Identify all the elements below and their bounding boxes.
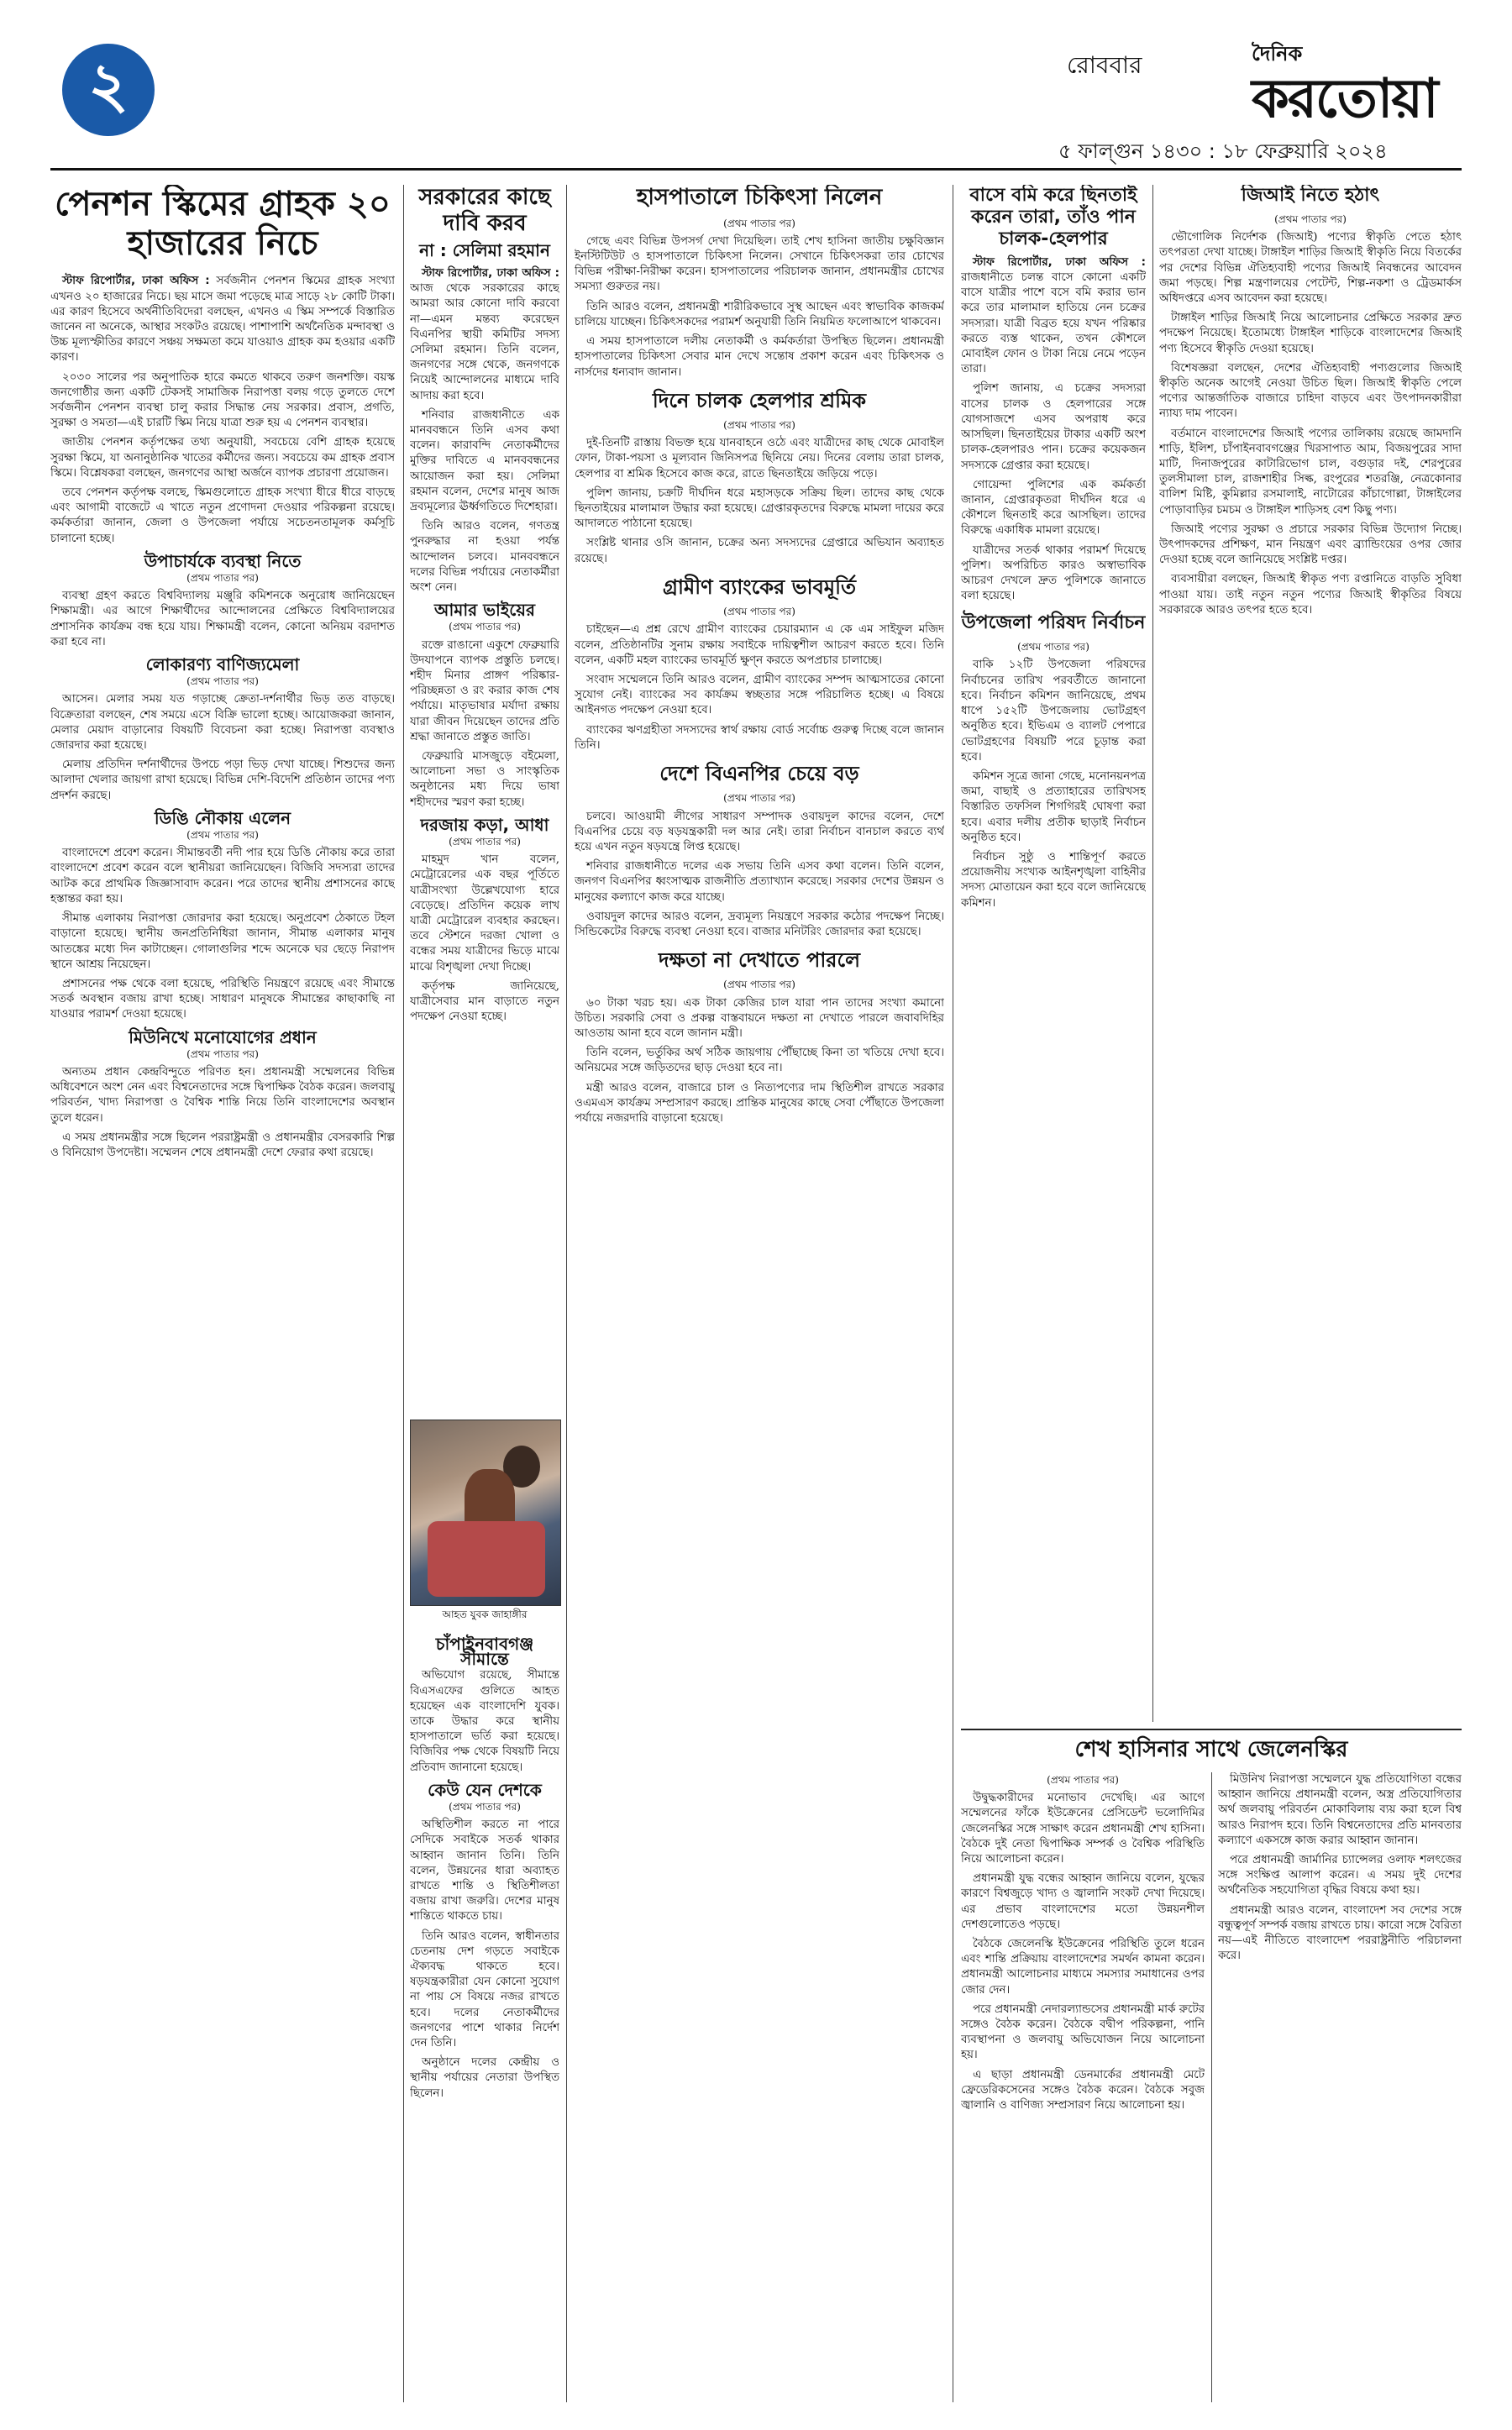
column-divider — [1152, 185, 1153, 1722]
article-para: স্টাফ রিপোর্টার, ঢাকা অফিস : আজ থেকে সরকারের কাছে আমরা আর কোনো দাবি করবো না—এমন মন্তব্য করেছেন বিএনপির স্থায়ী কমিটির সদস্য সেলিমা রহমান। তিনি বলেন, জনগণের সঙ্গে থেকে, জনগণকে নিয়েই আন্দোলনের মাধ্যমে দাবি আদায় করা হবে। — [410, 266, 559, 402]
article-para: চাইছেন—এ প্রশ্ন রেখে গ্রামীণ ব্যাংকের চেয়ারম্যান এ কে এম সাইফুল মজিদ বলেন, প্রতিষ্ঠানটির সুনাম রক্ষায় সবাইকে দায়িত্বশীল আচরণ করতে হবে। তিনি বলেন, একটি মহল ব্যাংকের ভাবমূর্তি ক্ষুণ্ন করতে অপপ্রচার চালাচ্ছে। — [575, 623, 944, 667]
column-divider — [566, 185, 567, 2402]
article-para: প্রধানমন্ত্রী যুদ্ধ বন্ধের আহ্বান জানিয়ে বলেন, যুদ্ধের কারণে বিশ্বজুড়ে খাদ্য ও জ্বালানি সংকট দেখা দিয়েছে। এর প্রভাব বাংলাদেশের মতো উন্নয়নশীল দেশগুলোতেও পড়ছে। — [961, 1872, 1205, 1931]
column-divider — [403, 185, 404, 2402]
column-2 — [410, 185, 559, 1411]
article-para: ব্যবসায়ীরা বলছেন, জিআই স্বীকৃত পণ্য রপ্তানিতে বাড়তি সুবিধা পাওয়া যায়। তাই নতুন নতুন পণ্যের জিআই স্বীকৃতির বিষয়ে সরকারকে আরও তৎপর হতে হবে। — [1159, 573, 1462, 617]
column-4 — [961, 185, 1146, 1722]
headline-gramin: গ্রামীণ ব্যাংকের ভাবমূর্তি — [663, 575, 856, 599]
article-para: বিশেষজ্ঞরা বলছেন, দেশের ঐতিহ্যবাহী পণ্যগুলোর জিআই স্বীকৃতি অনেক আগেই নেওয়া উচিত ছিল। জিআই স্বীকৃতি পেলে পণ্যের আন্তর্জাতিক বাজারে চাহিদা বাড়বে এবং উৎপাদনকারীরা ন্যায্য দাম পাবেন। — [1159, 361, 1462, 421]
article-para: ওবায়দুল কাদের আরও বলেন, দ্রব্যমূল্য নিয়ন্ত্রণে সরকার কঠোর পদক্ষেপ নিচ্ছে। সিন্ডিকেটের বিরুদ্ধে ব্যবস্থা নেওয়া হবে। বাজার মনিটরিং জোরদার করা হয়েছে। — [575, 910, 944, 938]
column-5 — [1159, 185, 1462, 1722]
continued-note: (প্রথম পাতার পর) — [723, 217, 795, 229]
photo-figure-shirt — [428, 1521, 545, 1597]
article-para: প্রধানমন্ত্রী আরও বলেন, বাংলাদেশ সব দেশের সঙ্গে বন্ধুত্বপূর্ণ সম্পর্ক বজায় রাখতে চায়। কারো সঙ্গে বৈরিতা নয়—এই নীতিতে বাংলাদেশ পররাষ্ট্রনীতি পরিচালনা করে। — [1218, 1903, 1462, 1963]
article-para: যাত্রীদের সতর্ক থাকার পরামর্শ দিয়েছে পুলিশ। অপরিচিত কারও অস্বাভাবিক আচরণ দেখলে দ্রুত পুলিশকে জানাতে বলা হয়েছে। — [961, 543, 1146, 603]
article-para: এ ছাড়া প্রধানমন্ত্রী ডেনমার্কের প্রধানমন্ত্রী মেটে ফ্রেডেরিকসেনের সঙ্গেও বৈঠক করেন। বৈঠকে সবুজ জ্বালানি ও বাণিজ্য সম্প্রসারণ নিয়ে আলোচনা হয়। — [961, 2068, 1205, 2112]
article-para: মেলায় প্রতিদিন দর্শনার্থীদের উপচে পড়া ভিড় দেখা যাচ্ছে। শিশুদের জন্য আলাদা খেলার জায়গা রাখা হয়েছে। বিভিন্ন দেশি-বিদেশি প্রতিষ্ঠান তাদের পণ্য প্রদর্শন করছে। — [50, 758, 395, 802]
article-para: শনিবার রাজধানীতে এক মানববন্ধনে তিনি এসব কথা বলেন। কারাবন্দি নেতাকর্মীদের মুক্তির দাবিতে এ মানববন্ধনের আয়োজন করা হয়। সেলিমা রহমান বলেন, দেশের মানুষ আজ দ্রব্যমূল্যের ঊর্ধ্বগতিতে দিশেহারা। — [410, 408, 559, 513]
article-para: মন্ত্রী আরও বলেন, বাজারে চাল ও নিত্যপণ্যের দাম স্থিতিশীল রাখতে সরকার ওএমএস কার্যক্রম সম্প্রসারণ করছে। প্রান্তিক মানুষের কাছে সেবা পৌঁছাতে উপজেলা পর্যায়ে নজরদারি বাড়ানো হয়েছে। — [575, 1081, 944, 1126]
article-para: অভিযোগ রয়েছে, সীমান্তে বিএসএফের গুলিতে আহত হয়েছেন এক বাংলাদেশি যুবক। তাকে উদ্ধার করে স্থানীয় হাসপাতালে ভর্তি করা হয়েছে। বিজিবির পক্ষ থেকে বিষয়টি নিয়ে প্রতিবাদ জানানো হয়েছে। — [410, 1669, 559, 1774]
byline: স্টাফ রিপোর্টার, ঢাকা অফিস : — [422, 266, 559, 280]
masthead — [0, 0, 1512, 176]
article-para: ফেব্রুয়ারি মাসজুড়ে বইমেলা, আলোচনা সভা ও সাংস্কৃতিক অনুষ্ঠানের মধ্য দিয়ে ভাষা শহীদদের স্মরণ করা হচ্ছে। — [410, 750, 559, 809]
article-para: স্টাফ রিপোর্টার, ঢাকা অফিস : সর্বজনীন পেনশন স্কিমের গ্রাহক সংখ্যা এখনও ২০ হাজারের নিচে। ছয় মাসে জমা পড়েছে মাত্র সাড়ে ২৮ কোটি টাকা। এর কারণ হিসেবে অর্থনীতিবিদেরা বলছেন, এখনও এ স্কিম সম্পর্কে বিস্তারিত জানেন না অনেকে, আস্থার সংকটও রয়েছে। পাশাপাশি অর্থনৈতিক মন্দাবস্থা ও উচ্চ মূল্যস্ফীতির কারণে সঞ্চয় সক্ষমতা কমে যাওয়াও গ্রাহক কম হওয়ার একটি কারণ। — [50, 275, 395, 365]
article-para: বর্তমানে বাংলাদেশের জিআই পণ্যের তালিকায় রয়েছে জামদানি শাড়ি, ইলিশ, চাঁপাইনবাবগঞ্জের খিরসাপাত আম, বিজয়পুরের সাদা মাটি, দিনাজপুরের কাটারিভোগ চাল, বগুড়ার দই, শেরপুরের তুলসীমালা চাল, রাজশাহীর সিল্ক, রংপুরের শতরঞ্জি, নেত্রকোনার বালিশ মিষ্টি, কুমিল্লার রসমালাই, নাটোরের কাঁচাগোল্লা, টাঙ্গাইলের পোড়াবাড়ির চমচম ও টাঙ্গাইল শাড়িসহ বেশ কিছু পণ্য। — [1159, 427, 1462, 517]
article-para: বাংলাদেশে প্রবেশ করেন। সীমান্তবর্তী নদী পার হয়ে ডিঙি নৌকায় করে তারা বাংলাদেশে প্রবেশ করেন বলে স্থানীয়রা জানিয়েছেন। বিজিবি সদস্যরা তাদের আটক করে প্রাথমিক জিজ্ঞাসাবাদ করেন। পরে তাদের স্থানীয় প্রশাসনের কাছে হস্তান্তর করা হয়। — [50, 847, 395, 905]
headline-box — [961, 1737, 1462, 1771]
column-3 — [575, 185, 944, 2402]
headline-deshe-bnp: দেশে বিএনপির চেয়ে বড় — [659, 761, 859, 785]
column-1 — [50, 185, 395, 2402]
dateline: ৫ ফাল্গুন ১৪৩০ : ১৮ ফেব্রুয়ারি ২০২৪ — [1058, 139, 1388, 163]
subhead-sarkar: না : সেলিমা রহমান — [419, 240, 550, 261]
headline-jiai: জিআই নিতে হঠাৎ — [1241, 185, 1380, 206]
article-para: জাতীয় পেনশন কর্তৃপক্ষের তথ্য অনুযায়ী, সবচেয়ে বেশি গ্রাহক হয়েছে সুরক্ষা স্কিমে, যা অনানুষ্ঠানিক খাতের কর্মীদের জন্য। সবচেয়ে কম গ্রাহক প্রবাস স্কিমে। বিশ্লেষকরা বলছেন, জনগণের আস্থা অর্জনে ব্যাপক প্রচারণা প্রয়োজন। — [50, 436, 395, 480]
article-para: ভৌগোলিক নির্দেশক (জিআই) পণ্যের স্বীকৃতি পেতে হঠাৎ তৎপরতা দেখা যাচ্ছে। টাঙ্গাইল শাড়ির জিআই স্বীকৃতি নিয়ে বিতর্কের পর দেশের বিভিন্ন ঐতিহ্যবাহী পণ্যের জিআই নিবন্ধনের আবেদন জমা পড়ছে। শিল্প মন্ত্রণালয়ের পেটেন্ট, শিল্প-নকশা ও ট্রেডমার্কস অধিদপ্তরে এসব আবেদন করা হয়েছে। — [1159, 231, 1462, 305]
continued-note: (প্রথম পাতার পর) — [723, 979, 795, 991]
article-para: অস্থিতিশীল করতে না পারে সেদিকে সবাইকে সতর্ক থাকার আহ্বান জানান তিনি। তিনি বলেন, উন্নয়নের ধারা অব্যাহত রাখতে শান্তি ও স্থিতিশীলতা বজায় রাখা জরুরি। দেশের মানুষ শান্তিতে থাকতে চায়। — [410, 1819, 559, 1924]
article-para: বৈঠকে জেলেনস্কি ইউক্রেনের পরিস্থিতি তুলে ধরেন এবং শান্তি প্রক্রিয়ায় বাংলাদেশের সমর্থন কামনা করেন। প্রধানমন্ত্রী আলোচনার মাধ্যমে সমস্যার সমাধানের ওপর জোর দেন। — [961, 1938, 1205, 1997]
headline-dinghi: ডিঙি নৌকায় এলেন — [154, 807, 291, 828]
continued-note: (প্রথম পাতার পর) — [723, 792, 795, 805]
headline-dine-chalok: দিনে চালক হেলপার শ্রমিক — [652, 388, 867, 412]
continued-note: (প্রথম পাতার পর) — [186, 1047, 259, 1060]
page-number-badge: ২ — [62, 44, 155, 136]
logo-big-text: করতোয়া — [1252, 68, 1437, 130]
headline-base-bomi: বাসে বমি করে ছিনতাই করেন তারা, তাঁও পান চালক-হেলপার — [969, 185, 1137, 249]
headline-upacharya: উপাচার্যকে ব্যবস্থা নিতে — [144, 550, 302, 571]
article-para: সীমান্ত এলাকায় নিরাপত্তা জোরদার করা হয়েছে। অনুপ্রবেশ ঠেকাতে টহল বাড়ানো হয়েছে। স্থানীয় জনপ্রতিনিধিরা জানান, সীমান্ত এলাকার মানুষ আতঙ্কের মধ্যে দিন কাটাচ্ছেন। গোলাগুলির শব্দে অনেকে ঘর ছেড়ে নিরাপদ স্থানে আশ্রয় নিয়েছেন। — [50, 912, 395, 971]
article-para: অনুষ্ঠানে দলের কেন্দ্রীয় ও স্থানীয় পর্যায়ের নেতারা উপস্থিত ছিলেন। — [410, 2056, 559, 2100]
article-para: এ সময় প্রধানমন্ত্রীর সঙ্গে ছিলেন পররাষ্ট্রমন্ত্রী ও প্রধানমন্ত্রীর বেসরকারি শিল্প ও বিনিয়োগ উপদেষ্টা। সম্মেলন শেষে প্রধানমন্ত্রী দেশে ফেরার কথা রয়েছে। — [50, 1131, 395, 1159]
byline: স্টাফ রিপোর্টার, ঢাকা অফিস : — [973, 255, 1146, 269]
continued-note: (প্রথম পাতার পর) — [1017, 641, 1089, 653]
article-para: মিউনিখ নিরাপত্তা সম্মেলনে যুদ্ধ প্রতিযোগিতা বন্ধের আহ্বান জানিয়ে প্রধানমন্ত্রী বলেন, অস্ত্র প্রতিযোগিতার অর্থ জলবায়ু পরিবর্তন মোকাবিলায় ব্যয় করা হলে বিশ্ব আরও নিরাপদ হবে। তিনি বিশ্বনেতাদের প্রতি মানবতার কল্যাণে একসঙ্গে কাজ করার আহ্বান জানান। — [1218, 1773, 1462, 1847]
article-para: অন্যতম প্রধান কেন্দ্রবিন্দুতে পরিণত হন। প্রধানমন্ত্রী সম্মেলনের বিভিন্ন অধিবেশনে অংশ নেন এবং বিশ্বনেতাদের সঙ্গে দ্বিপাক্ষিক বৈঠক করেন। জলবায়ু পরিবর্তন, খাদ্য নিরাপত্তা ও বৈশ্বিক শান্তি নিয়ে তিনি বাংলাদেশের অবস্থান তুলে ধরেন। — [50, 1065, 395, 1125]
article-para: উদ্বুদ্ধকারীদের মনোভাব দেখেছি। এর আগে সম্মেলনের ফাঁকে ইউক্রেনের প্রেসিডেন্ট ভলোদিমির জেলেনস্কির সঙ্গে সাক্ষাৎ করেন প্রধানমন্ত্রী শেখ হাসিনা। বৈঠকে দুই নেতা দ্বিপাক্ষিক সম্পর্ক ও বৈশ্বিক পরিস্থিতি নিয়ে আলোচনা করেন। — [961, 1792, 1205, 1866]
article-para: ব্যাংকের ঋণগ্রহীতা সদস্যদের স্বার্থ রক্ষায় বোর্ড সর্বোচ্চ গুরুত্ব দিচ্ছে বলে জানান তিনি। — [575, 723, 944, 752]
article-para: শনিবার রাজধানীতে দলের এক সভায় তিনি এসব কথা বলেন। তিনি বলেন, জনগণ বিএনপির ধ্বংসাত্মক রাজনীতি প্রত্যাখ্যান করেছে। সরকার দেশের উন্নয়ন ও মানুষের কল্যাণে কাজ করে যাচ্ছে। — [575, 860, 944, 904]
article-para: ব্যবস্থা গ্রহণ করতে বিশ্ববিদ্যালয় মঞ্জুরি কমিশনকে অনুরোধ জানিয়েছেন শিক্ষামন্ত্রী। এর আগে শিক্ষার্থীদের আন্দোলনের প্রেক্ষিতে বিশ্ববিদ্যালয়ের প্রশাসনিক কার্যক্রম বন্ধ হয়ে যায়। শিক্ষামন্ত্রী বলেন, কোনো অনিয়ম বরদাশত করা হবে না। — [50, 590, 395, 648]
article-para: তিনি আরও বলেন, স্বাধীনতার চেতনায় দেশ গড়তে সবাইকে ঐক্যবদ্ধ থাকতে হবে। ষড়যন্ত্রকারীরা যেন কোনো সুযোগ না পায় সে বিষয়ে নজর রাখতে হবে। দলের নেতাকর্মীদের জনগণের পাশে থাকার নির্দেশ দেন তিনি। — [410, 1929, 559, 2050]
article-para: কর্তৃপক্ষ জানিয়েছে, যাত্রীসেবার মান বাড়াতে নতুন পদক্ষেপ নেওয়া হচ্ছে। — [410, 979, 559, 1024]
byline: স্টাফ রিপোর্টার, ঢাকা অফিস : — [62, 275, 210, 288]
continued-note: (প্রথম পাতার পর) — [186, 675, 259, 688]
headline-amar-bhaier: আমার ভাইয়ের — [433, 600, 536, 621]
news-photo — [410, 1420, 561, 1606]
weekday: রোববার — [1067, 51, 1142, 79]
headline-lokoranno: লোকারণ্য বাণিজ্যমেলা — [145, 654, 300, 675]
article-para: তিনি বলেন, ভর্তুকির অর্থ সঠিক জায়গায় পৌঁছাচ্ছে কিনা তা খতিয়ে দেখা হবে। অনিয়মের সঙ্গে জড়িতদের ছাড় দেওয়া হবে না। — [575, 1047, 944, 1075]
continued-note: (প্রথম পাতার পর) — [186, 572, 259, 585]
article-para: প্রশাসনের পক্ষ থেকে বলা হয়েছে, পরিস্থিতি নিয়ন্ত্রণে রয়েছে এবং সীমান্তে সতর্ক অবস্থান বজায় রাখা হচ্ছে। সাধারণ মানুষকে সীমান্তের কাছাকাছি না যাওয়ার পরামর্শ দেওয়া হয়েছে। — [50, 977, 395, 1021]
article-para: পুলিশ জানায়, এ চক্রের সদস্যরা বাসের চালক ও হেলপারের সঙ্গে যোগসাজশে এসব অপরাধ করে আসছিল। ছিনতাইয়ের টাকার একটি অংশ চালক-হেলপারও পান। চক্রের কয়েকজন সদস্যকে গ্রেপ্তার করা হয়েছে। — [961, 382, 1146, 472]
article-para: সংশ্লিষ্ট থানার ওসি জানান, চক্রের অন্য সদস্যদের গ্রেপ্তারে অভিযান অব্যাহত রয়েছে। — [575, 537, 944, 565]
article-para: ৬০ টাকা খরচ হয়। এক টাকা কেজির চাল যারা পান তাদের সংখ্যা কমানো উচিত। সরকারি সেবা ও প্রকল্প বাস্তবায়নে দক্ষতা না দেখাতে পারলে জবাবদিহির আওতায় আনা হবে বলে জানান মন্ত্রী। — [575, 996, 944, 1041]
headline-upazila: উপজেলা পরিষদ নির্বাচন — [961, 612, 1146, 634]
article-para: তবে পেনশন কর্তৃপক্ষ বলছে, স্কিমগুলোতে গ্রাহক সংখ্যা ধীরে ধীরে বাড়ছে এবং আগামী বাজেটে এ খাতে নতুন প্রণোদনা দেওয়ার পরিকল্পনা রয়েছে। কর্মকর্তারা জানান, জেলা ও উপজেলা পর্যায়ে সচেতনতামূলক কর্মসূচি চালানো হচ্ছে। — [50, 486, 395, 545]
continued-note: (প্রথম পাতার পর) — [449, 836, 521, 848]
continued-note: (প্রথম পাতার পর) — [723, 419, 795, 432]
column-6a — [961, 1772, 1205, 2402]
article-para: গেছে এবং বিভিন্ন উপসর্গ দেখা দিয়েছিল। তাই শেখ হাসিনা জাতীয় চক্ষুবিজ্ঞান ইনস্টিটিউট ও হাসপাতালে চিকিৎসা নিলেন। সেখানে চিকিৎসকরা তার চোখের বিভিন্ন পরীক্ষা-নিরীক্ষা করেন। হাসপাতালের পরিচালক জানান, প্রধানমন্ত্রীর চোখের সমস্যা গুরুতর নয়। — [575, 234, 944, 294]
article-para: স্টাফ রিপোর্টার, ঢাকা অফিস : রাজধানীতে চলন্ত বাসে কোনো একটি বাসে যাত্রীর পাশে বসে বমি করার ভান করে তার মালামাল হাতিয়ে নেন চক্রের সদস্যরা। যাত্রী বিব্রত হয়ে যখন পরিষ্কার করতে ব্যস্ত থাকেন, তখন কৌশলে মোবাইল ফোন ও টাকা নিয়ে নেমে পড়েন তারা। — [961, 255, 1146, 376]
headline-chapai: চাঁপাইনবাবগঞ্জ সীমান্তে — [435, 1634, 534, 1670]
article-para: পরে প্রধানমন্ত্রী নেদারল্যান্ডসের প্রধানমন্ত্রী মার্ক রুটের সঙ্গেও বৈঠক করেন। বৈঠকে বদ্বীপ পরিকল্পনা, পানি ব্যবস্থাপনা ও জলবায়ু অভিযোজন নিয়ে আলোচনা হয়। — [961, 2002, 1205, 2062]
article-para: দুই-তিনটি রাস্তায় বিভক্ত হয়ে যানবাহনে ওঠে এবং যাত্রীদের কাছ থেকে মোবাইল ফোন, টাকা-পয়সা ও মূল্যবান জিনিসপত্র ছিনিয়ে নেয়। দিনের বেলায় তারা চালক, হেলপার বা শ্রমিক হিসেবে কাজ করে, রাতে ছিনতাইয়ে জড়িয়ে পড়ে। — [575, 437, 944, 480]
article-para: পরে প্রধানমন্ত্রী জার্মানির চ্যান্সেলর ওলাফ শলৎজের সঙ্গে সংক্ষিপ্ত আলাপ করেন। এ সময় দুই দেশের অর্থনৈতিক সহযোগিতা বৃদ্ধির বিষয়ে কথা হয়। — [1218, 1854, 1462, 1897]
continued-note: (প্রথম পাতার পর) — [1047, 1774, 1119, 1786]
headline-dorjay: দরজায় কড়া, আধা — [420, 814, 549, 835]
continued-note: (প্রথম পাতার পর) — [723, 606, 795, 618]
column-divider — [1211, 1772, 1212, 2402]
top-rule — [50, 168, 1462, 171]
article-para: এ সময় হাসপাতালে দলীয় নেতাকর্মী ও কর্মকর্তারা উপস্থিত ছিলেন। প্রধানমন্ত্রী হাসপাতালের চিকিৎসা সেবার মান দেখে সন্তোষ প্রকাশ করেন এবং চিকিৎসক ও নার্সদের ধন্যবাদ জানান। — [575, 335, 944, 379]
article-para: নির্বাচন সুষ্ঠু ও শান্তিপূর্ণ করতে প্রয়োজনীয় সংখ্যক আইনশৃঙ্খলা বাহিনীর সদস্য মোতায়েন করা হবে বলে জানিয়েছে কমিশন। — [961, 850, 1146, 910]
article-para: বাকি ১২টি উপজেলা পরিষদের নির্বাচনের তারিখ পরবর্তীতে জানানো হবে। নির্বাচন কমিশন জানিয়েছে, প্রথম ধাপে ১৫২টি উপজেলায় ভোটগ্রহণ অনুষ্ঠিত হবে। ইভিএম ও ব্যালট পেপারে ভোটগ্রহণের বিষয়টি পরে চূড়ান্ত করা হবে। — [961, 659, 1146, 764]
article-para: ২০৩০ সালের পর অনুপাতিক হারে কমতে থাকবে তরুণ জনশক্তি। বয়স্ক জনগোষ্ঠীর জন্য একটি টেকসই সামাজিক নিরাপত্তা বলয় গড়ে তুলতে দেশে সর্বজনীন পেনশন ব্যবস্থা চালু করার সিদ্ধান্ত নেয় সরকার। প্রবাস, প্রগতি, সুরক্ষা ও সমতা—এই চারটি স্কিম নিয়ে যাত্রা শুরু হয় এ পেনশন ব্যবস্থার। — [50, 370, 395, 430]
column-2-lower — [410, 1630, 559, 2402]
article-para: তিনি আরও বলেন, গণতন্ত্র পুনরুদ্ধার না হওয়া পর্যন্ত আন্দোলন চলবে। মানববন্ধনে দলের বিভিন্ন পর্যায়ের নেতাকর্মীরা অংশ নেন। — [410, 520, 559, 594]
column-6b — [1218, 1772, 1462, 2402]
article-para: তিনি আরও বলেন, প্রধানমন্ত্রী শারীরিকভাবে সুস্থ আছেন এবং স্বাভাবিক কাজকর্ম চালিয়ে যাচ্ছেন। চিকিৎসকদের পরামর্শ অনুযায়ী তিনি নিয়মিত ফলোআপে থাকবেন। — [575, 300, 944, 328]
article-para: আসেন। মেলার সময় যত গড়াচ্ছে ক্রেতা-দর্শনার্থীর ভিড় তত বাড়ছে। বিক্রেতারা বলছেন, শেষ সময়ে এসে বিক্রি ভালো হচ্ছে। আয়োজকরা জানান, মেলার মেয়াদ বাড়ানোর বিষয়টি বিবেচনা করা হচ্ছে। নিরাপত্তা ব্যবস্থাও জোরদার করা হয়েছে। — [50, 693, 395, 753]
continued-note: (প্রথম পাতার পর) — [186, 829, 259, 842]
headline-pension: পেনশন স্কিমের গ্রাহক ২০ হাজারের নিচে — [55, 185, 391, 264]
article-para: মাহমুদ খান বলেন, মেট্রোরেলের এক বছর পূর্তিতে যাত্রীসংখ্যা উল্লেখযোগ্য হারে বেড়েছে। প্রতিদিন কয়েক লাখ যাত্রী মেট্রোরেল ব্যবহার করছেন। তবে স্টেশনে দরজা খোলা ও বন্ধের সময় যাত্রীদের ভিড়ে মাঝে মাঝে বিশৃঙ্খলা দেখা দিচ্ছে। — [410, 853, 559, 974]
article-para: গোয়েন্দা পুলিশের এক কর্মকর্তা জানান, গ্রেপ্তারকৃতরা দীর্ঘদিন ধরে এ কৌশলে ছিনতাই করে আসছিল। তাদের বিরুদ্ধে একাধিক মামলা রয়েছে। — [961, 478, 1146, 538]
headline-sarkar: সরকারের কাছে দাবি করব — [418, 185, 551, 236]
headline-keu-jeno: কেউ যেন দেশকে — [428, 1779, 542, 1800]
headline-minikhe: মিউনিখে মনোযোগের প্রধান — [129, 1026, 317, 1047]
article-para: পুলিশ জানায়, চক্রটি দীর্ঘদিন ধরে মহাসড়কে সক্রিয় ছিল। তাদের কাছ থেকে ছিনতাইয়ের মালামাল উদ্ধার করা হয়েছে। গ্রেপ্তারকৃতদের বিরুদ্ধে মামলা দায়ের করে আদালতে পাঠানো হয়েছে। — [575, 486, 944, 531]
article-para: কমিশন সূত্রে জানা গেছে, মনোনয়নপত্র জমা, বাছাই ও প্রত্যাহারের তারিখসহ বিস্তারিত তফসিল শিগগিরই ঘোষণা করা হবে। এবার দলীয় প্রতীক ছাড়াই নির্বাচন অনুষ্ঠিত হবে। — [961, 769, 1146, 844]
logo-small-text: দৈনিক — [1252, 42, 1303, 66]
photo-caption: আহত যুবক জাহাঙ্গীর — [442, 1609, 528, 1620]
article-para: রক্তে রাঙানো একুশে ফেব্রুয়ারি উদযাপনে ব্যাপক প্রস্তুতি চলছে। শহীদ মিনার প্রাঙ্গণ পরিষ্কার-পরিচ্ছন্নতা ও রং করার কাজ শেষ পর্যায়ে। মাতৃভাষার মর্যাদা রক্ষায় যারা জীবন দিয়েছেন তাদের প্রতি শ্রদ্ধা জানাতে প্রস্তুত জাতি। — [410, 638, 559, 743]
article-para: চলবে। আওয়ামী লীগের সাধারণ সম্পাদক ওবায়দুল কাদের বলেন, দেশে বিএনপির চেয়ে বড় ষড়যন্ত্রকারী দল আর নেই। তারা নির্বাচন বানচাল করতে ব্যর্থ হয়ে এখন নতুন ষড়যন্ত্রে লিপ্ত হয়েছে। — [575, 810, 944, 853]
article-para: সংবাদ সম্মেলনে তিনি আরও বলেন, গ্রামীণ ব্যাংকের সম্পদ আত্মসাতের কোনো সুযোগ নেই। ব্যাংকের সব কার্যক্রম স্বচ্ছতার সঙ্গে পরিচালিত হচ্ছে। এ বিষয়ে আইনগত পদক্ষেপ নেওয়া হবে। — [575, 673, 944, 717]
headline-haspatal: হাসপাতালে চিকিৎসা নিলেন — [636, 185, 883, 210]
continued-note: (প্রথম পাতার পর) — [449, 1801, 521, 1813]
continued-note: (প্রথম পাতার পর) — [1274, 213, 1347, 225]
article-para: জিআই পণ্যের সুরক্ষা ও প্রচারে সরকার বিভিন্ন উদ্যোগ নিচ্ছে। উৎপাদকদের প্রশিক্ষণ, মান নিয়ন্ত্রণ এবং ব্র্যান্ডিংয়ের ওপর জোর দেওয়া হচ্ছে বলে জানিয়েছে সংশ্লিষ্ট দপ্তর। — [1159, 522, 1462, 567]
article-para: টাঙ্গাইল শাড়ির জিআই নিয়ে আলোচনার প্রেক্ষিতে সরকার দ্রুত পদক্ষেপ নিয়েছে। ইতোমধ্যে টাঙ্গাইল শাড়িকে বাংলাদেশের জিআই পণ্য হিসেবে স্বীকৃতি দেওয়া হয়েছে। — [1159, 312, 1462, 355]
headline-sheikh-hasina: শেখ হাসিনার সাথে জেলেনস্কির — [1074, 1737, 1348, 1762]
continued-note: (প্রথম পাতার পর) — [449, 621, 521, 633]
newspaper-logo — [1252, 39, 1462, 130]
headline-dokkhota: দক্ষতা না দেখাতে পারলে — [658, 948, 861, 973]
section-divider — [961, 1729, 1462, 1730]
